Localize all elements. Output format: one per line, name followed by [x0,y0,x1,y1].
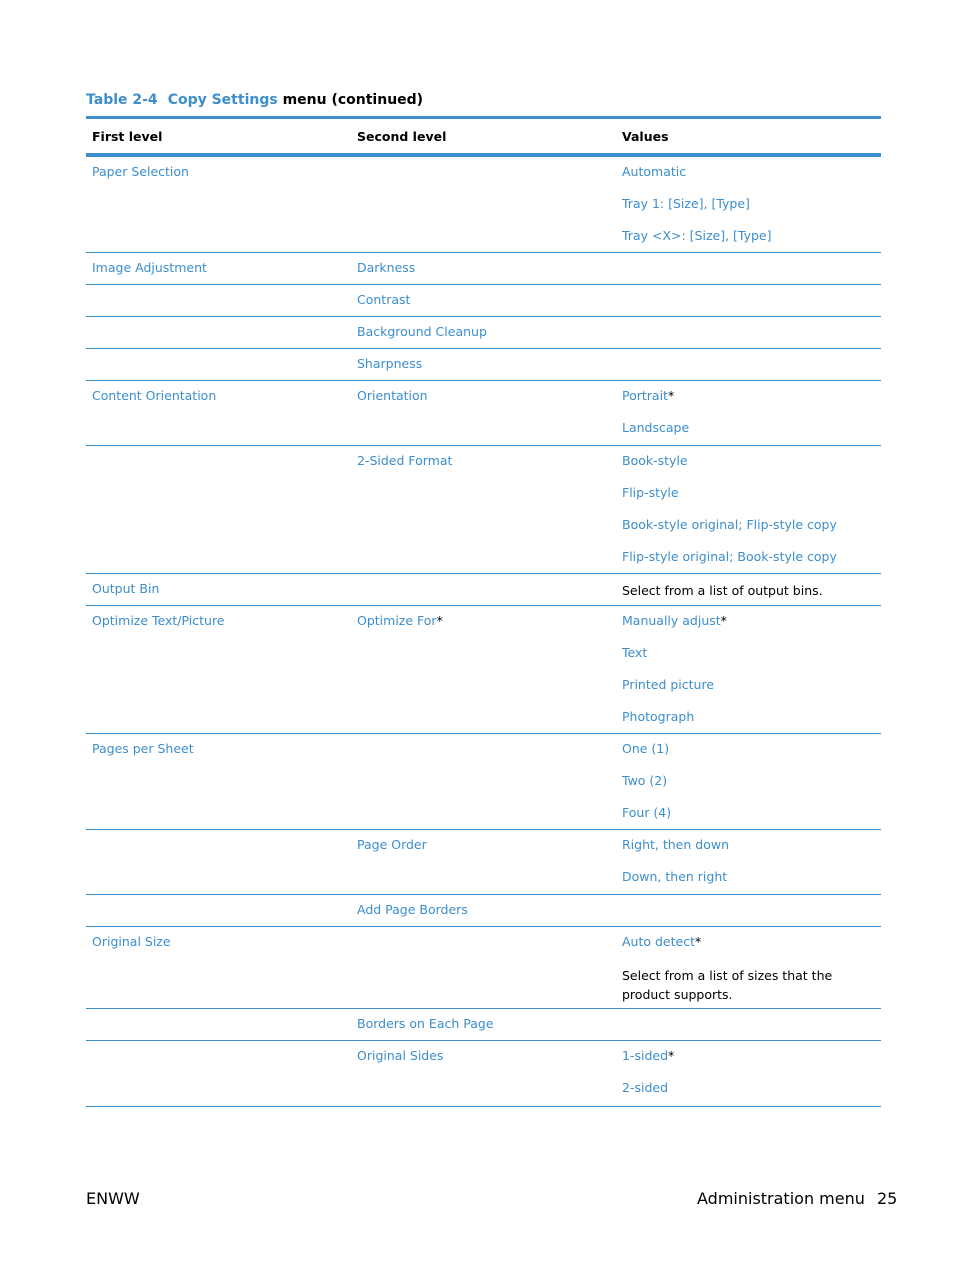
value-item [622,966,878,1004]
value-label[interactable]: One (1) [622,741,670,756]
second-level-label[interactable]: Background Cleanup [357,324,487,339]
value-item [622,677,878,693]
header-second-level: Second level [357,129,447,144]
copy-settings-table [86,116,881,1107]
values-cell [622,934,878,1020]
value-item [622,228,878,244]
value-item [622,196,878,212]
value-item [622,869,878,885]
value-item [622,645,878,661]
value-item [622,1048,878,1064]
second-level-label[interactable]: Orientation [357,388,428,403]
second-level-label[interactable]: Contrast [357,292,411,307]
default-marker: * [667,388,675,403]
value-label[interactable]: 2-sided [622,1080,669,1095]
second-level-item [357,388,428,404]
footer-section-title: Administration menu [697,1189,865,1208]
second-level-label[interactable]: Sharpness [357,356,423,371]
value-label[interactable]: Book-style [622,453,688,468]
second-level-label[interactable]: Optimize For [357,613,437,628]
table-row [86,253,881,285]
value-label: Select from a list of output bins. [622,583,823,598]
table-row [86,734,881,830]
value-label[interactable]: Portrait [622,388,668,403]
table-row [86,830,881,895]
values-cell [622,1048,878,1112]
value-label[interactable]: Two (2) [622,773,668,788]
header-first-level: First level [92,129,163,144]
value-label[interactable]: Photograph [622,709,695,724]
value-item [622,1080,878,1096]
footer-page-number: 25 [877,1189,898,1208]
values-cell [622,164,878,260]
value-item [622,709,878,725]
second-level-item [357,902,468,918]
first-level-item[interactable]: Content Orientation [92,388,217,403]
table-menu-name[interactable]: Copy Settings [167,92,278,108]
values-cell [622,388,878,452]
default-marker: * [436,613,443,628]
value-label: Select from a list of sizes that the product supports. [622,968,833,1002]
second-level-label[interactable]: Add Page Borders [357,902,468,917]
table-row [86,446,881,574]
values-cell [622,837,878,901]
default-marker: * [695,934,702,949]
value-label[interactable]: Manually adjust [622,613,721,628]
table-row [86,381,881,446]
table-caption [86,92,423,108]
value-label[interactable]: Flip-style [622,485,679,500]
value-label[interactable]: Tray <X>: [Size], [Type] [622,228,772,243]
value-label[interactable]: 1-sided [622,1048,669,1063]
value-label[interactable]: Printed picture [622,677,715,692]
second-level-label[interactable]: Darkness [357,260,416,275]
table-row [86,157,881,253]
value-label[interactable]: Four (4) [622,805,672,820]
first-level-item[interactable]: Output Bin [92,581,160,596]
value-item [622,581,878,600]
values-cell [622,741,878,837]
second-level-item [357,324,487,340]
first-level-item[interactable]: Image Adjustment [92,260,207,275]
value-item [622,805,878,821]
table-body [86,157,881,1107]
value-label[interactable]: Automatic [622,164,687,179]
table-header-row [86,119,881,157]
table-row [86,317,881,349]
second-level-item [357,260,415,276]
value-item [622,613,878,629]
default-marker: * [720,613,727,628]
first-level-item[interactable]: Optimize Text/Picture [92,613,225,628]
second-level-item [357,453,452,469]
default-marker: * [668,1048,675,1063]
first-level-item[interactable]: Original Size [92,934,171,949]
second-level-item [357,356,422,372]
value-item [622,517,878,533]
value-item [622,549,878,565]
first-level-item[interactable]: Pages per Sheet [92,741,194,756]
second-level-label[interactable]: Borders on Each Page [357,1016,494,1031]
value-label[interactable]: Tray 1: [Size], [Type] [622,196,750,211]
table-row [86,285,881,317]
table-row [86,895,881,927]
table-row [86,349,881,381]
value-label[interactable]: Text [622,645,648,660]
value-item [622,453,878,469]
value-item [622,773,878,789]
second-level-item [357,1048,443,1064]
table-caption-suffix: menu (continued) [282,92,424,108]
value-item [622,164,878,180]
value-label[interactable]: Landscape [622,420,690,435]
values-cell [622,453,878,581]
table-row [86,1009,881,1041]
header-values: Values [622,129,669,144]
second-level-label[interactable]: 2-Sided Format [357,453,453,468]
value-item [622,741,878,757]
values-cell [622,613,878,741]
second-level-item [357,1016,494,1032]
value-label[interactable]: Book-style original; Flip-style copy [622,517,837,532]
second-level-item [357,613,443,629]
value-item [622,420,878,436]
second-level-item [357,292,410,308]
value-label[interactable]: Flip-style original; Book-style copy [622,549,837,564]
table-row [86,1041,881,1107]
value-label[interactable]: Down, then right [622,869,728,884]
first-level-item[interactable]: Paper Selection [92,164,189,179]
value-item [622,934,878,950]
table-row [86,606,881,734]
value-label[interactable]: Auto detect [622,934,695,949]
value-item [622,485,878,501]
table-row [86,927,881,1009]
table-row [86,574,881,606]
second-level-label[interactable]: Page Order [357,837,427,852]
value-item [622,388,878,404]
footer-left-label: ENWW [86,1189,140,1208]
second-level-item [357,837,427,853]
value-label[interactable]: Right, then down [622,837,730,852]
value-item [622,837,878,853]
table-number: Table 2-4 [86,92,158,108]
second-level-label[interactable]: Original Sides [357,1048,444,1063]
